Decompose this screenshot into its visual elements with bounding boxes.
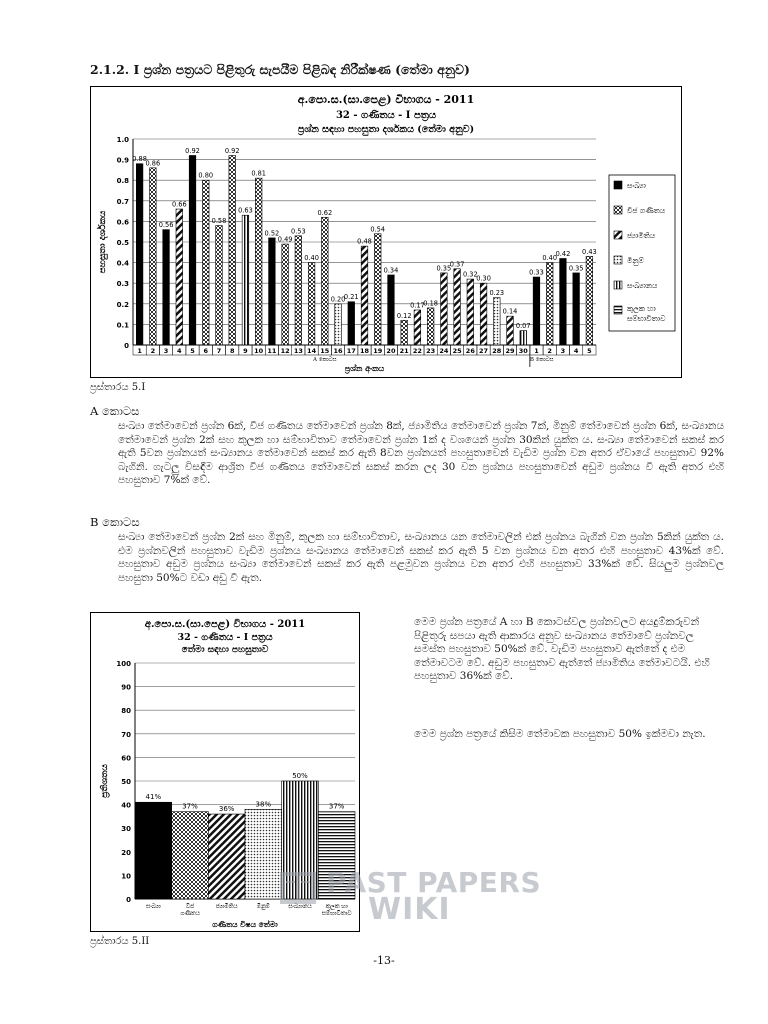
chart-2-x-tick: මිනුම් — [256, 904, 270, 910]
chart-1-data-label: 0.42 — [555, 249, 571, 258]
chart-1-subtitle-1: 32 - ගණිතය - I පත්‍රය — [335, 110, 437, 121]
chart-1-bar — [493, 298, 500, 345]
chart-1-legend-label: මිනුම් — [627, 256, 644, 265]
chart-1-x-tick: 4 — [177, 347, 182, 355]
chart-1-x-tick: 26 — [465, 347, 475, 355]
chart-1-data-label: 0.18 — [423, 299, 438, 308]
chart-1-data-label: 0.33 — [529, 268, 544, 277]
chart-1-data-label: 0.40 — [304, 254, 319, 263]
summary-paragraph-2: මෙම ප්‍රශ්න පත්‍රයේ කිසිම තේමාවක පහසුතාව 50% ඉක්මවා නැත. — [414, 728, 706, 740]
chart-1-bar — [163, 230, 170, 345]
chart-1-data-label: 0.92 — [185, 146, 200, 155]
chart-1-y-label: පහසුතා දර්ශකය — [98, 210, 108, 274]
chart-1-legend-label: කුලක හා — [627, 304, 656, 313]
chart-1-group-label: B කොටස — [529, 357, 554, 363]
part-a-heading: A කොටස — [90, 404, 140, 418]
chart-1-x-tick: 4 — [573, 347, 579, 355]
chart-1-bar — [427, 308, 434, 345]
chart-1-bar — [308, 263, 315, 345]
chart-1-bar — [586, 256, 593, 345]
chart-1-data-label: 0.23 — [489, 289, 505, 298]
chart-1-bar — [322, 217, 329, 345]
chart-1-x-tick: 5 — [190, 347, 195, 355]
chart-1-data-label: 0.80 — [198, 171, 214, 180]
chart-1-y-tick: 0.6 — [116, 218, 129, 227]
chart-1-bar — [136, 164, 143, 345]
chart-1-data-label: 0.30 — [476, 274, 491, 283]
chart-2-x-tick: වීජ — [185, 904, 195, 910]
chart-1-x-tick: 28 — [492, 347, 502, 355]
chart-1-legend-swatch — [614, 206, 622, 214]
chart-1-x-tick: 6 — [203, 347, 209, 355]
chart-1-x-tick: 7 — [216, 347, 222, 355]
chart-2-data-label: 36% — [218, 805, 235, 814]
chart-1-data-label: 0.81 — [251, 169, 267, 178]
chart-1-y-tick: 0.7 — [116, 197, 129, 206]
chart-1-x-tick: 27 — [479, 347, 489, 355]
chart-2-data-label: 37% — [328, 802, 345, 811]
chart-1-x-tick: 2 — [547, 347, 552, 355]
chart-2-y-tick: 30 — [121, 825, 131, 834]
chart-1-bar — [361, 246, 368, 345]
chart-1-bar — [282, 244, 289, 345]
chart-1-bar — [255, 178, 262, 345]
chart-1-data-label: 0.88 — [132, 155, 147, 164]
chart-1-x-tick: 3 — [560, 347, 566, 355]
chart-1-x-tick: 1 — [534, 347, 539, 355]
chart-1-x-tick: 30 — [518, 347, 528, 355]
chart-2-x-label: ගණිතය විෂය තේමා — [212, 920, 278, 929]
chart-1-data-label: 0.21 — [343, 293, 359, 302]
chart-1-legend-swatch — [614, 181, 622, 189]
chart-1-x-tick: 13 — [293, 347, 303, 355]
chart-1-y-tick: 0.5 — [116, 239, 129, 247]
chart-2-subtitle-2: තේමා සඳහා පහසුතාව — [181, 645, 269, 655]
chart-1-bar — [269, 238, 276, 345]
chart-2-bar — [245, 809, 282, 899]
section-heading: 2.1.2. I ප්‍රශ්න පත්‍රයට පිළිතුරු සැපයීම පිළිබඳ නිරීක්ෂණ (තේමා අනුව) — [90, 62, 470, 77]
chart-1-bar — [242, 215, 249, 345]
chart-1-bar — [216, 226, 223, 345]
chart-1-legend-label: වීජ ගණිතය — [627, 206, 666, 215]
chart-1-data-label: 0.20 — [330, 295, 346, 304]
chart-2-data-label: 37% — [182, 802, 198, 811]
chart-1-bar — [520, 331, 527, 345]
chart-1-bar — [533, 277, 540, 345]
chart-1-x-tick: 29 — [505, 347, 515, 355]
chart-1-bar — [441, 273, 448, 345]
chart-1-y-tick: 0.8 — [116, 177, 129, 186]
chart-2-x-tick: සංඛ්‍යා — [146, 904, 161, 910]
page-number: -13- — [373, 954, 395, 967]
chart-1-y-tick: 0.2 — [116, 300, 129, 309]
chart-1-y-tick: 0.4 — [116, 259, 129, 268]
chart-2-bar — [282, 781, 319, 899]
chart-1-data-label: 0.86 — [145, 159, 161, 168]
chart-1-x-tick: 5 — [587, 347, 592, 355]
chart-1-bar — [573, 273, 580, 345]
chart-1-bar — [480, 283, 487, 345]
chart-1-x-tick: 19 — [373, 347, 383, 355]
chart-1-legend-label: සම්භාවිතාව — [627, 314, 666, 323]
chart-1-data-label: 0.54 — [370, 225, 386, 234]
chart-1-x-tick: 17 — [346, 347, 356, 355]
chart-1-x-tick: 2 — [150, 347, 156, 355]
chart-1-data-label: 0.62 — [317, 208, 333, 217]
chart-1-data-label: 0.35 — [568, 264, 584, 273]
chart-facility-by-question — [90, 86, 682, 378]
chart-2-data-label: 38% — [255, 800, 272, 809]
chart-2-y-tick: 60 — [121, 754, 131, 763]
watermark-text-2: WIKI — [368, 892, 451, 927]
chart-1-data-label: 0.53 — [291, 227, 306, 236]
summary-paragraph: මෙම ප්‍රශ්න පත්‍රයේ A හා B කොටස්වල ප්‍රශ්නවලට අයදුම්කරුවන් පිළිතුරු සපයා ඇති ආකාරය අනුව සංඛ්‍යානය තේමාවේ ප්‍රශ්නවල සමස්ත පහසුතාව 50%ක් වේ. වැඩිම පහසුතාව ඇත්තේ ද එම තේමාවටම වේ. අඩුම පහසුතාව ඇත්තේ ජ්‍යාමිතිය තේමාවටයි. එහි පහසුතාව 36%ක් වේ. — [414, 616, 710, 683]
chart-2-y-tick: 100 — [116, 660, 131, 668]
chart-1-bar — [546, 263, 553, 345]
chart-1-data-label: 0.56 — [158, 221, 174, 230]
chart-1-data-label: 0.58 — [211, 217, 227, 226]
chart-1-x-tick: 24 — [439, 347, 449, 355]
chart-1-bar — [454, 269, 461, 345]
chart-1-group-label: A කොටස — [312, 357, 337, 363]
chart-1-x-tick: 10 — [254, 347, 264, 355]
chart-1-data-label: 0.37 — [449, 260, 465, 269]
chart-1-x-tick: 23 — [426, 347, 436, 355]
chart-1-data-label: 0.32 — [462, 270, 478, 279]
chart-1-bar — [374, 234, 381, 345]
chart-2-x-tick: ජ්‍යාමිතිය — [215, 904, 238, 910]
chart-1-data-label: 0.35 — [436, 264, 452, 273]
chart-1-data-label: 0.49 — [277, 235, 293, 244]
chart-1-data-label: 0.92 — [224, 146, 240, 155]
chart-1-legend-swatch — [614, 256, 622, 264]
chart-1-x-tick: 18 — [359, 347, 370, 355]
chart-2-y-tick: 40 — [121, 801, 131, 810]
chart-1-y-tick: 0.1 — [116, 321, 129, 330]
chart-1-data-label: 0.14 — [502, 307, 518, 316]
chart-1-bar — [176, 209, 183, 345]
chart-2-subtitle-1: 32 - ගණිතය - I පත්‍රය — [177, 632, 273, 643]
chart-1-legend-swatch — [614, 306, 622, 314]
chart-1-legend-swatch — [614, 231, 622, 239]
chart-1-data-label: 0.12 — [396, 311, 412, 320]
chart-1-data-label: 0.43 — [582, 247, 597, 256]
chart-1-data-label: 0.48 — [357, 237, 372, 246]
part-b-text: සංඛ්‍යා තේමාවෙන් ප්‍රශ්න 2ක් සහ මිනුම්, කුලක හා සම්භාවිතාව, සංඛ්‍යානය යන තේමාවලින් එක් ප්‍රශ්නය බැගින් වන ප්‍රශ්න 5කින් යුක්ත ය. එම ප්‍රශ්නවලින් පහසුතාව වැඩිම ප්‍රශ්නය සංඛ්‍යානය තේමාවෙන් සකස් කර ඇති 5 වන ප්‍රශ්නය වන අතර එහි පහසුතාව 43%ක් වේ. පහසුතාව අඩුම ප්‍රශ්නය සංඛ්‍යා තේමාවෙන් සකස් කර ඇති පළමුවන ප්‍රශ්නය වන අතර එහි පහසුතාව 33%ක් වේ. සියලුම ප්‍රශ්නවල පහසුතා 50%ට වඩා අඩු වී ඇත. — [118, 531, 724, 584]
chart-1-x-tick: 11 — [267, 347, 277, 355]
chart-1-data-label: 0.40 — [542, 254, 558, 263]
chart-1-bar — [348, 302, 355, 345]
chart-1-bar — [388, 275, 395, 345]
chart-1-x-tick: 21 — [399, 347, 409, 355]
chart-2-y-tick: 20 — [121, 848, 131, 857]
chart-1-x-tick: 14 — [307, 347, 317, 355]
chart-2-x-tick: සංඛ්‍යානය — [288, 904, 312, 910]
chart-1-bar — [414, 310, 421, 345]
chart-1-data-label: 0.66 — [171, 200, 187, 209]
chart-1-caption: ප්‍රස්තාරය 5.I — [90, 382, 146, 393]
chart-1-legend-label: සංඛ්‍යානය — [627, 281, 658, 290]
chart-1-x-label: ප්‍රශ්න අංකය — [344, 363, 385, 373]
chart-facility-by-theme — [90, 612, 360, 932]
chart-2-y-tick: 90 — [121, 683, 131, 692]
chart-1-x-tick: 25 — [452, 347, 462, 355]
chart-1-bar — [560, 258, 567, 345]
chart-1-x-tick: 1 — [137, 347, 142, 355]
chart-2-bar — [172, 812, 209, 899]
chart-2-y-tick: 0 — [126, 896, 131, 904]
chart-1-bar — [401, 320, 408, 345]
chart-2-data-label: 50% — [292, 772, 308, 780]
chart-2-y-tick: 50 — [121, 778, 131, 786]
chart-2-y-label: ප්‍රතිශතය — [100, 764, 110, 798]
chart-1-legend-label: සංඛ්‍යා — [627, 181, 646, 190]
chart-1-data-label: 0.52 — [264, 229, 280, 238]
chart-2-data-label: 41% — [145, 793, 162, 802]
chart-1-bar — [335, 304, 342, 345]
chart-2-y-tick: 70 — [121, 730, 131, 739]
chart-2-caption: ප්‍රස්තාරය 5.II — [90, 936, 150, 947]
chart-1-x-tick: 8 — [229, 347, 235, 355]
chart-1-x-tick: 9 — [243, 347, 248, 355]
chart-1-legend-swatch — [614, 281, 622, 289]
chart-1-bar — [507, 316, 514, 345]
chart-1-y-tick: 1.0 — [116, 136, 129, 144]
chart-2-x-tick: සම්භාවිතාව — [321, 911, 352, 917]
chart-1-legend-label: ජ්‍යාමිතිය — [627, 231, 656, 240]
chart-1-bar — [229, 155, 236, 345]
watermark-text-1: PAST PAPERS — [326, 866, 542, 899]
chart-1-x-tick: 20 — [386, 347, 396, 355]
chart-1-y-tick: 0 — [124, 342, 129, 350]
chart-1-bar — [295, 236, 302, 345]
chart-1-x-tick: 22 — [412, 347, 422, 355]
chart-1-bar — [189, 155, 196, 345]
part-a-text: සංඛ්‍යා තේමාවෙන් ප්‍රශ්න 6ක්, වීජ ගණිතය තේමාවෙන් ප්‍රශ්න 8ක්, ජ්‍යාමිතිය තේමාවෙන් ප්‍රශ්න 7ක්, මිනුම් තේමාවෙන් ප්‍රශ්න 6ක්, සංඛ්‍යානය තේමාවෙන් ප්‍රශ්න 2ක් සහ කුලක හා සම්භාවිතාව තේමාවෙන් ප්‍රශ්න 1ක් ද වශයෙන් ප්‍රශ්න 30කින් යුක්ත ය. සංඛ්‍යා තේමාවෙන් සකස් කර ඇති 5වන ප්‍රශ්නයත් සංඛ්‍යානය තේමාවෙන් සකස් කර ඇති 8වන ප්‍රශ්නයත් පහසුතාවෙන් වැඩිම ප්‍රශ්න වන අතර ඒවායේ පහසුතාව 92% බැගිනි. ගැටලු විසඳීම ආශ්‍රිත වීජ ගණිතය තේමාවෙන් සකස් කරන ලද 30 වන ප්‍රශ්නය පහසුතාවෙන් අඩුම ප්‍රශ්නය වී ඇති අතර එහි පහසුතාව 7%ක් වේ. — [118, 420, 724, 487]
chart-1-svg — [91, 87, 681, 377]
chart-1-subtitle-2: ප්‍රශ්න සඳහා පහසුතා දර්ශකය (තේමා අනුව) — [297, 124, 475, 135]
chart-1-title: අ.පො.ස.(සා.පෙළ) විභාගය - 2011 — [297, 93, 475, 106]
chart-1-x-tick: 15 — [320, 347, 330, 355]
chart-1-bar — [150, 168, 157, 345]
chart-1-y-tick: 0.3 — [116, 280, 129, 289]
part-b-heading: B කොටස — [90, 515, 140, 529]
chart-1-bar — [467, 279, 474, 345]
chart-1-x-tick: 16 — [333, 347, 343, 355]
chart-1-y-tick: 0.9 — [116, 156, 129, 165]
chart-2-svg — [91, 613, 359, 931]
chart-1-x-tick: 3 — [163, 347, 169, 355]
chart-2-bar — [208, 814, 245, 899]
chart-2-title: අ.පො.ස.(සා.පෙළ) විභාගය - 2011 — [144, 619, 306, 630]
chart-1-data-label: 0.07 — [515, 322, 531, 331]
chart-2-x-tick: කුලක හා — [325, 904, 348, 910]
chart-1-data-label: 0.63 — [238, 206, 253, 215]
chart-2-bar — [318, 812, 355, 899]
chart-1-data-label: 0.17 — [410, 301, 425, 310]
chart-1-bar — [202, 180, 209, 345]
chart-2-y-tick: 80 — [121, 707, 131, 716]
chart-2-x-tick: ගණිතය — [180, 911, 200, 917]
chart-2-y-tick: 10 — [121, 872, 131, 881]
chart-2-bar — [135, 802, 172, 899]
chart-1-x-tick: 12 — [280, 347, 290, 355]
chart-1-data-label: 0.34 — [383, 266, 399, 275]
